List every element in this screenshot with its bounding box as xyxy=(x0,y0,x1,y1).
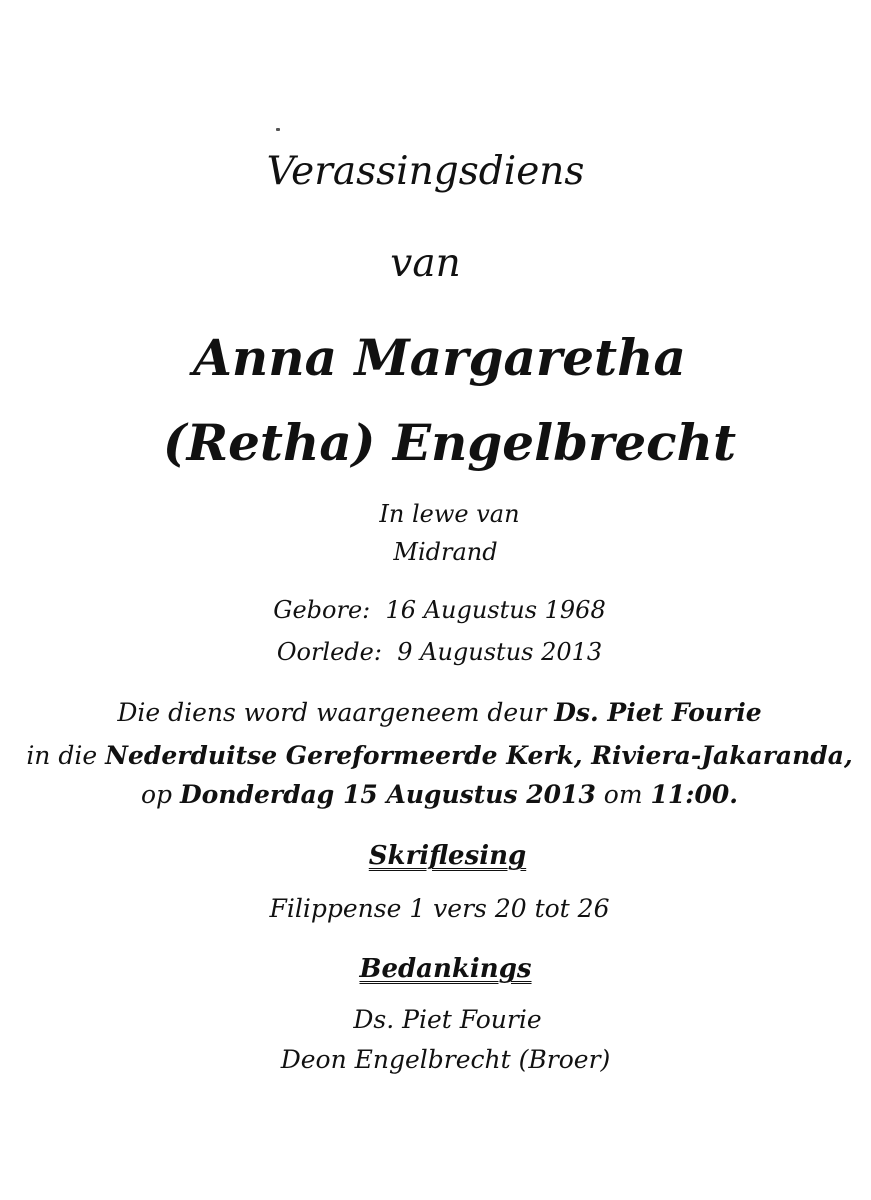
church-name: Nederduitse Gereformeerde Kerk, Riviera-Jakaranda, xyxy=(105,741,853,770)
service-title: Verassingsdiens xyxy=(266,149,585,194)
service-line-1 xyxy=(4,700,871,725)
deceased-name-line1: Anna Margaretha xyxy=(193,328,686,387)
service-line-2 xyxy=(4,743,871,768)
thanks-heading: Bedankings xyxy=(359,954,532,984)
thanks-item: Deon Engelbrecht (Broer) xyxy=(280,1045,611,1074)
service-line3-prefix: op xyxy=(140,780,180,809)
service-line1-prefix: Die diens word waargeneem deur xyxy=(117,698,555,727)
deceased-name-line2: (Retha) Engelbrecht xyxy=(162,413,737,472)
birth-line xyxy=(4,598,871,622)
born-date: 16 Augustus 1968 xyxy=(385,596,606,624)
scripture-text: Filippense 1 vers 20 tot 26 xyxy=(269,894,610,923)
service-line2-prefix: in die xyxy=(26,741,106,770)
in-lewe-van-label: In lewe van xyxy=(379,500,520,528)
service-line-3 xyxy=(4,782,871,807)
born-label: Gebore: xyxy=(273,596,371,624)
death-line xyxy=(4,640,871,664)
scripture-heading: Skriflesing xyxy=(368,841,527,871)
service-line3-mid: om xyxy=(595,780,651,809)
died-label: Oorlede: xyxy=(276,638,382,666)
thanks-item: Ds. Piet Fourie xyxy=(353,1005,542,1034)
service-date: Donderdag 15 Augustus 2013 xyxy=(180,780,596,809)
service-time: 11:00. xyxy=(650,780,739,809)
van-text: van xyxy=(390,241,461,286)
minister-name: Ds. Piet Fourie xyxy=(554,698,762,727)
residence-place: Midrand xyxy=(393,538,498,566)
scan-speck xyxy=(276,128,280,131)
died-date: 9 Augustus 2013 xyxy=(397,638,603,666)
